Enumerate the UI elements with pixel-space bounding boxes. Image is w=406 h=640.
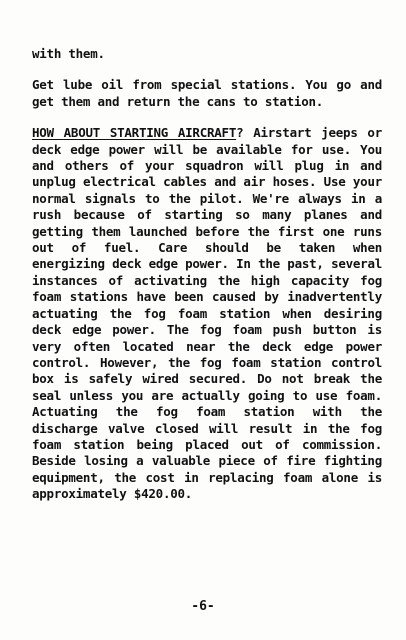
body-text — [32, 46, 382, 518]
paragraph-3-text: ? Airstart jeeps or deck edge power will be available for use. You and others of your squadron will plug in and unplug electrical cables and air hoses. Use your normal signals to the pilot. We're always in a rush because of starting so many planes and getting them launched before the first one runs out of fuel. Care should be taken when energizing deck edge power. In the past, several instances of activating the high capacity fog foam stations have been caused by inadvertently actuating the fog foam station when desiring deck edge power. The fog foam push button is very often located near the deck edge power control. However, the fog foam station control box is safely wired secured. Do not break the seal unless you are actually going to use foam. Actuating the fog foam station with the discharge valve closed will result in the fog foam station being placed out of commission. Beside losing a valuable piece of fire fighting equipment, the cost in replacing foam alone is approximately $420.00. — [32, 125, 382, 502]
paragraph-3 — [32, 125, 382, 502]
paragraph-2 — [32, 77, 382, 110]
paragraph-1-text: with them. — [32, 46, 105, 61]
paragraph-2-text: Get lube oil from special stations. You go and get them and return the cans to station. — [32, 77, 382, 109]
paragraph-1 — [32, 46, 382, 62]
page-number: -6- — [191, 599, 215, 614]
section-heading: HOW ABOUT STARTING AIRCRAFT — [32, 125, 237, 141]
